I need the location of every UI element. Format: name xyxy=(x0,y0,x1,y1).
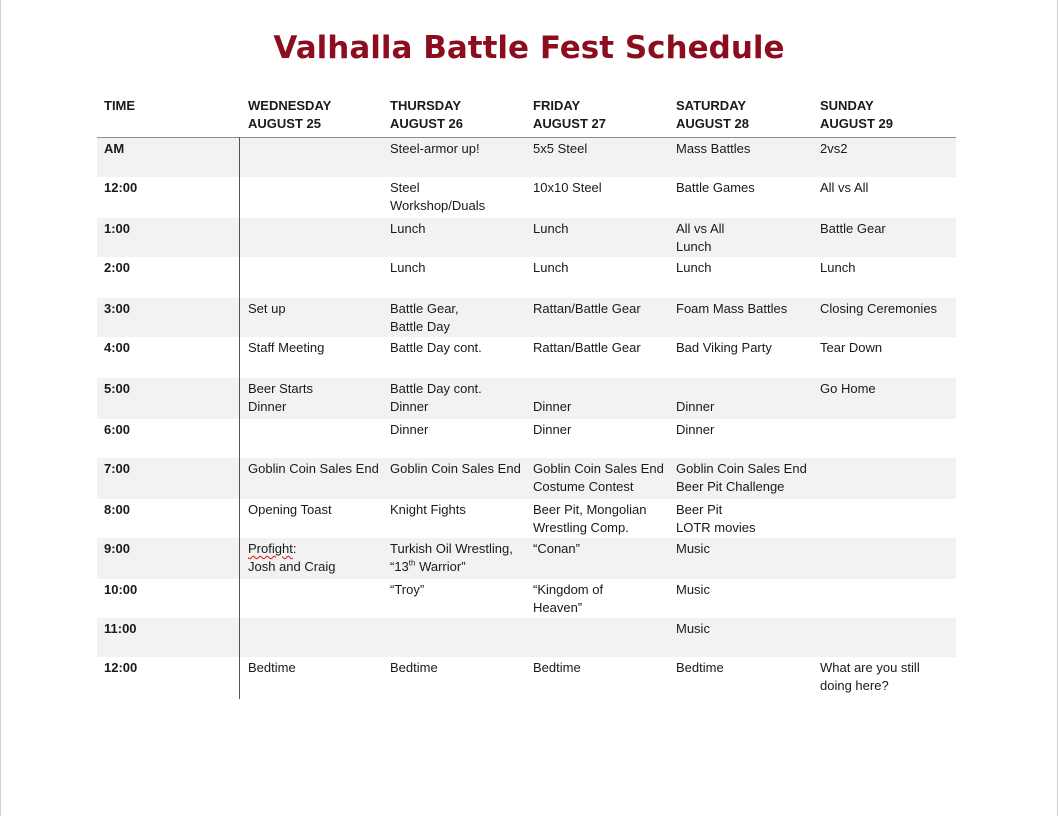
time-cell: 9:00 xyxy=(104,541,131,556)
event-line: Beer Pit xyxy=(676,502,723,517)
table-row xyxy=(97,257,956,298)
event-line: Battle Day cont. xyxy=(390,340,482,355)
event-cell-thursday xyxy=(390,259,425,277)
table-row xyxy=(97,458,956,499)
event-line: “Troy” xyxy=(390,582,425,597)
header-line-2: AUGUST 26 xyxy=(390,116,463,131)
event-cell-wednesday xyxy=(248,540,335,576)
event-line: Staff Meeting xyxy=(248,340,325,355)
event-line: Lunch xyxy=(676,239,712,254)
event-cell-saturday xyxy=(676,380,714,416)
time-cell: 6:00 xyxy=(104,422,131,437)
event-cell-wednesday xyxy=(248,460,379,478)
event-cell-sunday xyxy=(820,380,876,398)
event-cell-thursday xyxy=(390,460,521,478)
time-cell: 11:00 xyxy=(104,621,137,636)
event-line: Bedtime xyxy=(533,660,581,675)
event-line: Music xyxy=(676,541,710,556)
event-line: Heaven” xyxy=(533,600,583,615)
event-line: Beer Pit, Mongolian xyxy=(533,502,647,517)
event-cell-friday xyxy=(533,259,568,277)
header-time xyxy=(104,97,135,133)
header-line-2 xyxy=(104,115,135,133)
event-cell-friday xyxy=(533,501,646,537)
event-line: Goblin Coin Sales End xyxy=(676,461,807,476)
event-line: Lunch xyxy=(533,221,569,236)
header-line-2: AUGUST 27 xyxy=(533,116,606,131)
event-cell-thursday xyxy=(390,339,482,357)
event-line: Steel xyxy=(390,180,420,195)
table-row xyxy=(97,579,956,618)
event-cell-friday xyxy=(533,540,580,558)
event-cell-thursday xyxy=(390,220,425,238)
event-cell-saturday xyxy=(676,460,807,496)
event-line: 2vs2 xyxy=(820,141,848,156)
event-line: Goblin Coin Sales End xyxy=(390,461,521,476)
header-line-1: WEDNESDAY xyxy=(248,98,332,113)
event-cell-saturday xyxy=(676,179,755,197)
event-line: “Kingdom of xyxy=(533,582,604,597)
event-cell-saturday xyxy=(676,259,711,277)
table-row xyxy=(97,298,956,337)
event-cell-sunday xyxy=(820,300,937,318)
table-row xyxy=(97,378,956,419)
header-line-1: THURSDAY xyxy=(390,98,462,113)
event-line: Lunch xyxy=(676,260,712,275)
time-cell: 4:00 xyxy=(104,340,131,355)
event-cell-wednesday xyxy=(248,501,332,519)
event-line: Closing Ceremonies xyxy=(820,301,938,316)
event-cell-sunday xyxy=(820,339,882,357)
event-line: 5x5 Steel xyxy=(533,141,588,156)
event-line: Opening Toast xyxy=(248,502,332,517)
event-line: Bedtime xyxy=(676,660,724,675)
event-cell-friday xyxy=(533,179,602,197)
table-row xyxy=(97,177,956,218)
table-row xyxy=(97,419,956,458)
event-cell-wednesday xyxy=(248,339,324,357)
event-line: Costume Contest xyxy=(533,479,634,494)
time-cell: 12:00 xyxy=(104,180,138,195)
header-line-2: AUGUST 28 xyxy=(676,116,749,131)
event-cell-saturday xyxy=(676,620,710,638)
event-line: Go Home xyxy=(820,381,876,396)
event-cell-saturday xyxy=(676,220,724,256)
header-wednesday xyxy=(248,97,331,133)
event-line: Dinner xyxy=(533,422,572,437)
event-line: Dinner xyxy=(390,422,429,437)
event-cell-thursday xyxy=(390,659,438,677)
page-title: Valhalla Battle Fest Schedule xyxy=(273,30,785,66)
event-cell-sunday xyxy=(820,220,886,238)
header-line-1: SUNDAY xyxy=(820,98,874,113)
time-cell: 5:00 xyxy=(104,381,131,396)
event-cell-friday xyxy=(533,300,641,318)
event-cell-friday xyxy=(533,339,641,357)
table-header xyxy=(97,97,956,138)
event-line: All vs All xyxy=(676,221,725,236)
event-line: Turkish Oil Wrestling, xyxy=(390,541,513,556)
header-line-2: AUGUST 25 xyxy=(248,116,321,131)
event-cell-saturday xyxy=(676,339,772,357)
event-line: Battle Day cont. xyxy=(390,381,482,396)
table-row xyxy=(97,657,956,699)
event-line: Goblin Coin Sales End xyxy=(248,461,379,476)
event-line: Rattan/Battle Gear xyxy=(533,340,641,355)
event-line: Battle Gear, xyxy=(390,301,459,316)
event-cell-thursday xyxy=(390,421,428,439)
event-cell-friday xyxy=(533,140,587,158)
event-cell-sunday xyxy=(820,140,847,158)
event-cell-saturday xyxy=(676,421,714,439)
event-line: Dinner xyxy=(676,422,715,437)
event-cell-saturday xyxy=(676,540,710,558)
event-cell-sunday xyxy=(820,659,920,695)
event-line: Dinner xyxy=(676,399,715,414)
event-cell-friday xyxy=(533,460,664,496)
event-line: Bedtime xyxy=(390,660,438,675)
table-row xyxy=(97,618,956,657)
event-cell-friday xyxy=(533,220,568,238)
header-friday xyxy=(533,97,606,133)
event-cell-saturday xyxy=(676,659,724,677)
time-cell: 12:00 xyxy=(104,660,138,675)
event-line: Bedtime xyxy=(248,660,296,675)
header-line-1: TIME xyxy=(104,98,136,113)
event-cell-thursday xyxy=(390,501,466,519)
header-line-1: FRIDAY xyxy=(533,98,581,113)
event-line: Dinner xyxy=(390,399,429,414)
event-line: Dinner xyxy=(248,399,287,414)
event-cell-saturday xyxy=(676,501,755,537)
event-line: Music xyxy=(676,582,710,597)
event-cell-thursday xyxy=(390,380,482,416)
event-line: Foam Mass Battles xyxy=(676,301,788,316)
event-line: Set up xyxy=(248,301,286,316)
time-cell: 1:00 xyxy=(104,221,131,236)
event-line: Battle Games xyxy=(676,180,755,195)
event-cell-friday xyxy=(533,421,571,439)
event-cell-thursday xyxy=(390,140,480,158)
event-line: Battle Day xyxy=(390,319,450,334)
event-line: Dinner xyxy=(533,399,572,414)
event-line: Bad Viking Party xyxy=(676,340,772,355)
event-line: Goblin Coin Sales End xyxy=(533,461,664,476)
event-cell-wednesday xyxy=(248,300,286,318)
event-line: Workshop/Duals xyxy=(390,198,486,213)
event-line: Lunch xyxy=(390,260,426,275)
event-line: Rattan/Battle Gear xyxy=(533,301,641,316)
event-line: Lunch xyxy=(390,221,426,236)
event-cell-saturday xyxy=(676,581,710,599)
event-line: All vs All xyxy=(820,180,869,195)
event-line: Mass Battles xyxy=(676,141,751,156)
event-cell-thursday xyxy=(390,540,513,576)
header-line-2: AUGUST 29 xyxy=(820,116,893,131)
event-cell-thursday xyxy=(390,300,459,336)
header-sunday xyxy=(820,97,893,133)
event-cell-thursday xyxy=(390,581,424,599)
page-edge-left xyxy=(0,0,1,816)
event-line: “Conan” xyxy=(533,541,580,556)
event-cell-saturday xyxy=(676,300,787,318)
event-line: Lunch xyxy=(533,260,569,275)
event-line: Beer Starts xyxy=(248,381,314,396)
event-line: doing here? xyxy=(820,678,889,693)
event-line xyxy=(533,380,571,398)
event-cell-sunday xyxy=(820,259,855,277)
event-cell-saturday xyxy=(676,140,750,158)
time-cell: 10:00 xyxy=(104,582,138,597)
table-body xyxy=(97,138,956,699)
event-line: Music xyxy=(676,621,710,636)
event-cell-thursday xyxy=(390,179,485,215)
table-row xyxy=(97,337,956,378)
event-line: Profight: xyxy=(248,541,297,556)
event-line: “13th Warrior” xyxy=(390,558,466,574)
event-line: LOTR movies xyxy=(676,520,756,535)
time-cell: 2:00 xyxy=(104,260,131,275)
event-line: Battle Gear xyxy=(820,221,886,236)
event-line: What are you still xyxy=(820,660,920,675)
time-cell: 8:00 xyxy=(104,502,131,517)
time-cell: AM xyxy=(104,141,125,156)
event-line: Knight Fights xyxy=(390,502,466,517)
schedule-table xyxy=(97,97,956,699)
event-cell-sunday xyxy=(820,179,868,197)
event-line: Beer Pit Challenge xyxy=(676,479,785,494)
event-cell-friday xyxy=(533,380,571,416)
event-line: Steel-armor up! xyxy=(390,141,480,156)
time-cell: 7:00 xyxy=(104,461,131,476)
event-line: Josh and Craig xyxy=(248,559,336,574)
event-cell-friday xyxy=(533,659,581,677)
header-line-1: SATURDAY xyxy=(676,98,747,113)
table-row xyxy=(97,499,956,538)
event-cell-wednesday xyxy=(248,380,313,416)
event-cell-wednesday xyxy=(248,659,296,677)
column-divider xyxy=(239,137,240,699)
header-saturday xyxy=(676,97,749,133)
event-line: Lunch xyxy=(820,260,856,275)
header-thursday xyxy=(390,97,463,133)
time-cell: 3:00 xyxy=(104,301,131,316)
event-line: 10x10 Steel xyxy=(533,180,602,195)
table-row xyxy=(97,538,956,579)
table-row xyxy=(97,138,956,177)
event-line: Wrestling Comp. xyxy=(533,520,629,535)
table-row xyxy=(97,218,956,257)
event-line xyxy=(676,380,714,398)
event-line: Tear Down xyxy=(820,340,883,355)
event-cell-friday xyxy=(533,581,603,617)
